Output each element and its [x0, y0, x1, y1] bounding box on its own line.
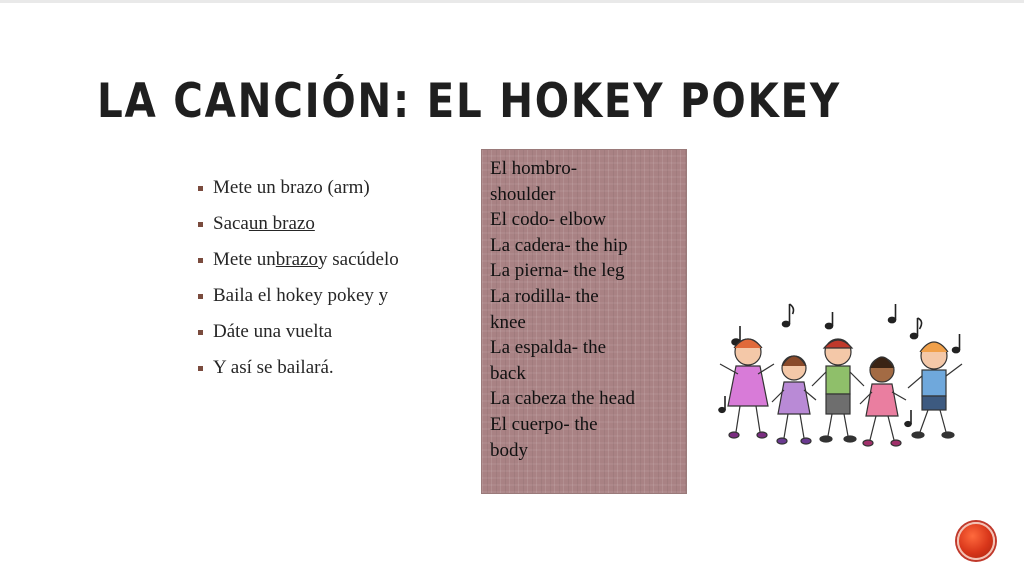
bullet-item: [198, 206, 399, 242]
music-note-icon: [826, 312, 833, 329]
kid-figure: [720, 339, 774, 438]
vocab-line: La cabeza the head: [490, 388, 636, 410]
vocab-line: El cuerpo- the: [490, 413, 598, 435]
kid-figure: [772, 356, 816, 444]
bullet-text: y sacúdelo: [318, 249, 399, 270]
bullet-square-icon: [198, 186, 203, 191]
music-note-icon: [953, 334, 960, 353]
top-rule: [0, 0, 1024, 3]
bullet-item: [198, 278, 399, 314]
vocab-line: shoulder: [490, 183, 556, 205]
bullet-text-underlined: un brazo: [248, 213, 315, 234]
kid-figure: [860, 357, 906, 446]
bullet-text: Saca: [213, 213, 249, 234]
bullet-text: Dáte una vuelta: [213, 321, 333, 342]
vocab-line: body: [490, 439, 528, 461]
music-note-icon: [783, 304, 794, 327]
vocab-line: La pierna- the leg: [490, 260, 625, 282]
vocab-line: El hombro-: [490, 158, 578, 179]
bullet-item: [198, 314, 399, 350]
bullet-square-icon: [198, 330, 203, 335]
vocab-line: back: [490, 362, 526, 384]
bullet-square-icon: [198, 294, 203, 299]
bullet-text: Mete un brazo (arm): [213, 177, 370, 198]
vocab-line: El codo- elbow: [490, 209, 607, 231]
vocab-line: knee: [490, 311, 526, 333]
kid-figure: [908, 342, 962, 438]
dancing-kids-icon: [712, 290, 974, 458]
vocab-box: [481, 149, 687, 494]
bullet-item: [198, 350, 399, 386]
vocab-list: [490, 156, 680, 463]
bullet-item: [198, 242, 399, 278]
vocab-line: La cadera- the hip: [490, 234, 628, 256]
bullet-list: [198, 170, 399, 386]
bullet-item: [198, 170, 399, 206]
bullet-text: Y así se bailará.: [213, 357, 334, 378]
bullet-square-icon: [198, 366, 203, 371]
music-note-icon: [889, 304, 896, 323]
bullet-square-icon: [198, 258, 203, 263]
slide-title: LA CANCIÓN: EL HOKEY POKEY: [97, 74, 841, 129]
bullet-square-icon: [198, 222, 203, 227]
bullet-text: Baila el hokey pokey y: [213, 285, 389, 306]
nav-circle-icon[interactable]: [957, 522, 995, 560]
kid-figure: [812, 339, 864, 442]
music-note-icon: [911, 318, 922, 339]
music-note-icon: [905, 410, 911, 426]
bullet-text: Mete un: [213, 249, 276, 270]
bullet-text-underlined: brazo: [275, 249, 318, 270]
music-note-icon: [719, 396, 725, 412]
vocab-line: La rodilla- the: [490, 285, 599, 307]
vocab-line: La espalda- the: [490, 337, 607, 359]
